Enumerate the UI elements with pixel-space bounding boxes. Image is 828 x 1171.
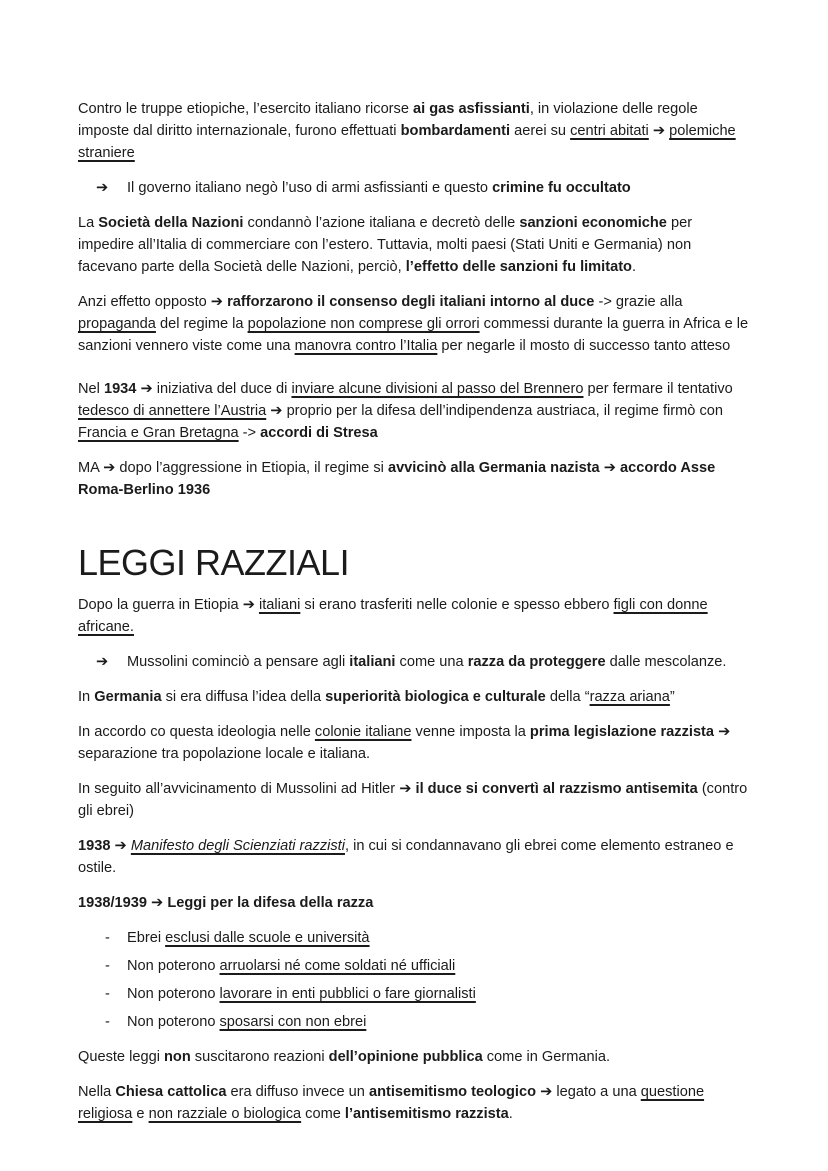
- text-run: Leggi per la difesa della razza: [163, 895, 374, 911]
- text-run: legato a una: [552, 1084, 641, 1100]
- text-run: dalle mescolanze.: [605, 654, 727, 670]
- text-run: questione religiosa: [78, 1084, 705, 1122]
- text-run: per negarle il mosto di successo tanto atteso: [437, 338, 731, 354]
- text-run: antisemitismo teologico: [368, 1084, 537, 1100]
- text-run: Non poterono: [127, 958, 220, 974]
- text-run: 1934: [103, 381, 137, 397]
- text-run: In seguito all’avvicinamento di Mussolini ad Hitler: [78, 781, 400, 797]
- text-run: 1938/1939: [78, 895, 152, 911]
- dash-list-item: [78, 927, 750, 949]
- text-run: l’effetto delle sanzioni fu limitato: [405, 259, 632, 275]
- dash-list-item: [78, 955, 750, 977]
- arrow-icon: ➔: [114, 837, 127, 854]
- paragraph: [78, 686, 750, 708]
- text-run: Dopo la guerra in Etiopia: [78, 597, 243, 613]
- text-run: l’antisemitismo razzista: [344, 1106, 509, 1122]
- paragraph: [78, 778, 750, 822]
- text-run: e: [132, 1106, 149, 1122]
- arrow-icon: ➔: [242, 596, 255, 613]
- text-run: ->: [238, 425, 261, 441]
- arrow-list-item: [78, 177, 750, 199]
- paragraph: [78, 1081, 750, 1125]
- text-run: tedesco di annettere l’Austria: [78, 403, 267, 419]
- text-run: non razziale o biologica: [148, 1106, 302, 1122]
- text-run: venne imposta la: [411, 724, 530, 740]
- dash-bullet: -: [105, 986, 110, 1002]
- arrow-icon: ➔: [718, 723, 731, 740]
- text-run: ai gas asfissianti: [413, 101, 530, 117]
- text-run: italiani: [258, 597, 301, 613]
- text-run: colonie italiane: [314, 724, 412, 740]
- text-run: MA: [78, 460, 104, 476]
- paragraph: [78, 291, 750, 357]
- text-run: lavorare in enti pubblici o fare giornalisti: [219, 986, 476, 1002]
- paragraph: [78, 98, 750, 164]
- text-run: propaganda: [78, 316, 156, 332]
- arrow-icon: ➔: [270, 402, 283, 419]
- text-run: dell’opinione pubblica: [328, 1049, 483, 1065]
- paragraph: [78, 378, 750, 444]
- list-item-text: [127, 651, 750, 673]
- text-run: arruolarsi né come soldati né ufficiali: [219, 958, 456, 974]
- text-run: sanzioni economiche: [519, 215, 667, 231]
- text-run: .: [508, 1106, 513, 1122]
- text-run: Il governo italiano negò l’uso di armi asfissianti e questo: [127, 180, 493, 196]
- text-run: come: [301, 1106, 345, 1122]
- text-run: , in cui si condannavano gli ebrei come elemento estraneo e ostile.: [78, 838, 734, 876]
- text-run: (contro gli ebrei): [78, 781, 748, 819]
- text-run: razza da proteggere: [467, 654, 606, 670]
- text-run: si era diffusa l’idea della: [161, 689, 326, 705]
- text-run: inviare alcune divisioni al passo del Brennero: [291, 381, 584, 397]
- text-run: non: [164, 1049, 191, 1065]
- text-run: In: [78, 689, 95, 705]
- text-run: sposarsi con non ebrei: [219, 1014, 367, 1030]
- text-run: -> grazie alla: [594, 294, 683, 310]
- text-run: suscitarono reazioni: [190, 1049, 329, 1065]
- text-run: Anzi effetto opposto: [78, 294, 211, 310]
- arrow-icon: ➔: [399, 780, 412, 797]
- text-run: LEGGI RAZZIALI: [78, 542, 350, 583]
- text-run: Queste leggi: [78, 1049, 164, 1065]
- text-run: .: [631, 259, 637, 275]
- text-run: Società della Nazioni: [98, 215, 244, 231]
- text-run: In accordo co questa ideologia nelle: [78, 724, 315, 740]
- list-item-text: [127, 927, 750, 949]
- text-run: esclusi dalle scuole e università: [165, 930, 370, 946]
- text-run: La: [78, 215, 99, 231]
- text-run: popolazione non comprese gli orrori: [247, 316, 480, 332]
- text-run: italiani: [349, 654, 396, 670]
- text-run: bombardamenti: [400, 123, 511, 139]
- text-run: si erano trasferiti nelle colonie e spesso ebbero: [300, 597, 614, 613]
- text-run: prima legislazione razzista: [529, 724, 715, 740]
- text-run: Mussolini cominciò a pensare agli: [127, 654, 350, 670]
- text-run: centri abitati: [570, 123, 649, 139]
- paragraph: [78, 835, 750, 879]
- document-content: [78, 98, 750, 1125]
- text-run: accordo Asse Roma-Berlino 1936: [78, 460, 716, 498]
- text-run: come in Germania.: [482, 1049, 611, 1065]
- list-item-text: [127, 177, 750, 199]
- text-run: ”: [669, 689, 675, 705]
- arrow-icon: ➔: [540, 1083, 553, 1100]
- text-run: della “: [545, 689, 590, 705]
- paragraph: [78, 892, 750, 914]
- text-run: per fermare il tentativo: [583, 381, 733, 397]
- arrow-icon: ➔: [140, 380, 153, 397]
- dash-list-item: [78, 1011, 750, 1033]
- list-item-text: [127, 1011, 750, 1033]
- arrow-icon: ➔: [103, 459, 116, 476]
- dash-bullet: -: [105, 958, 110, 974]
- text-run: Contro le truppe etiopiche, l’esercito italiano ricorse: [78, 101, 414, 117]
- arrow-icon: ➔: [210, 293, 224, 310]
- list-item-text: [127, 955, 750, 977]
- text-run: era diffuso invece un: [226, 1084, 369, 1100]
- text-run: , in violazione delle regole imposte dal diritto internazionale, furono effettuati: [78, 101, 698, 139]
- arrow-icon: ➔: [151, 894, 164, 911]
- list-item-text: [127, 983, 750, 1005]
- text-run: crimine fu occultato: [492, 180, 631, 196]
- text-run: commessi durante la guerra in Africa e le sanzioni vennero viste come una: [78, 316, 749, 354]
- text-run: Ebrei: [127, 930, 166, 946]
- text-run: figli con donne africane.: [78, 597, 708, 635]
- page-title: [78, 541, 750, 585]
- text-run: proprio per la difesa dell’indipendenza austriaca, il regime firmò con: [282, 403, 723, 419]
- text-run: dopo l’aggressione in Etiopia, il regime si: [115, 460, 388, 476]
- text-run: rafforzarono il consenso degli italiani intorno al duce: [227, 294, 595, 310]
- paragraph: [78, 212, 750, 278]
- text-run: accordi di Stresa: [260, 425, 378, 441]
- text-run: condannò l’azione italiana e decretò delle: [243, 215, 520, 231]
- dash-bullet: -: [105, 1014, 110, 1030]
- text-run: separazione tra popolazione locale e italiana.: [78, 746, 371, 762]
- text-run: Non poterono: [127, 1014, 220, 1030]
- dash-list-item: [78, 983, 750, 1005]
- text-run: del regime la: [155, 316, 248, 332]
- paragraph: [78, 721, 750, 765]
- text-run: Nella: [78, 1084, 116, 1100]
- dash-bullet: -: [105, 930, 110, 946]
- text-run: Non poterono: [127, 986, 220, 1002]
- text-run: Francia e Gran Bretagna: [78, 425, 239, 441]
- text-run: 1938: [78, 838, 111, 854]
- text-run: Chiesa cattolica: [115, 1084, 227, 1100]
- text-run: Manifesto degli Scienziati razzisti: [130, 838, 345, 854]
- arrow-icon: ➔: [652, 122, 666, 139]
- text-run: iniziativa del duce di: [152, 381, 292, 397]
- paragraph: [78, 1046, 750, 1068]
- text-run: razza ariana: [589, 689, 670, 705]
- arrow-bullet-icon: ➔: [96, 653, 109, 670]
- text-run: polemiche straniere: [78, 123, 736, 161]
- text-run: superiorità biologica e culturale: [325, 689, 546, 705]
- text-run: avvicinò alla Germania nazista: [387, 460, 600, 476]
- arrow-icon: ➔: [603, 459, 616, 476]
- text-run: aerei su: [510, 123, 571, 139]
- text-run: Germania: [94, 689, 162, 705]
- text-run: Nel: [78, 381, 104, 397]
- text-run: manovra contro l’Italia: [294, 338, 438, 354]
- paragraph: [78, 594, 750, 638]
- text-run: il duce si convertì al razzismo antisemita: [415, 781, 698, 797]
- arrow-bullet-icon: ➔: [96, 179, 109, 196]
- text-run: come una: [395, 654, 468, 670]
- paragraph: [78, 457, 750, 501]
- arrow-list-item: [78, 651, 750, 673]
- text-run: per impedire all’Italia di commerciare con l’estero. Tuttavia, molti paesi (Stati Uniti e Germania) non facevano parte della Società delle Nazioni, perciò,: [78, 215, 693, 275]
